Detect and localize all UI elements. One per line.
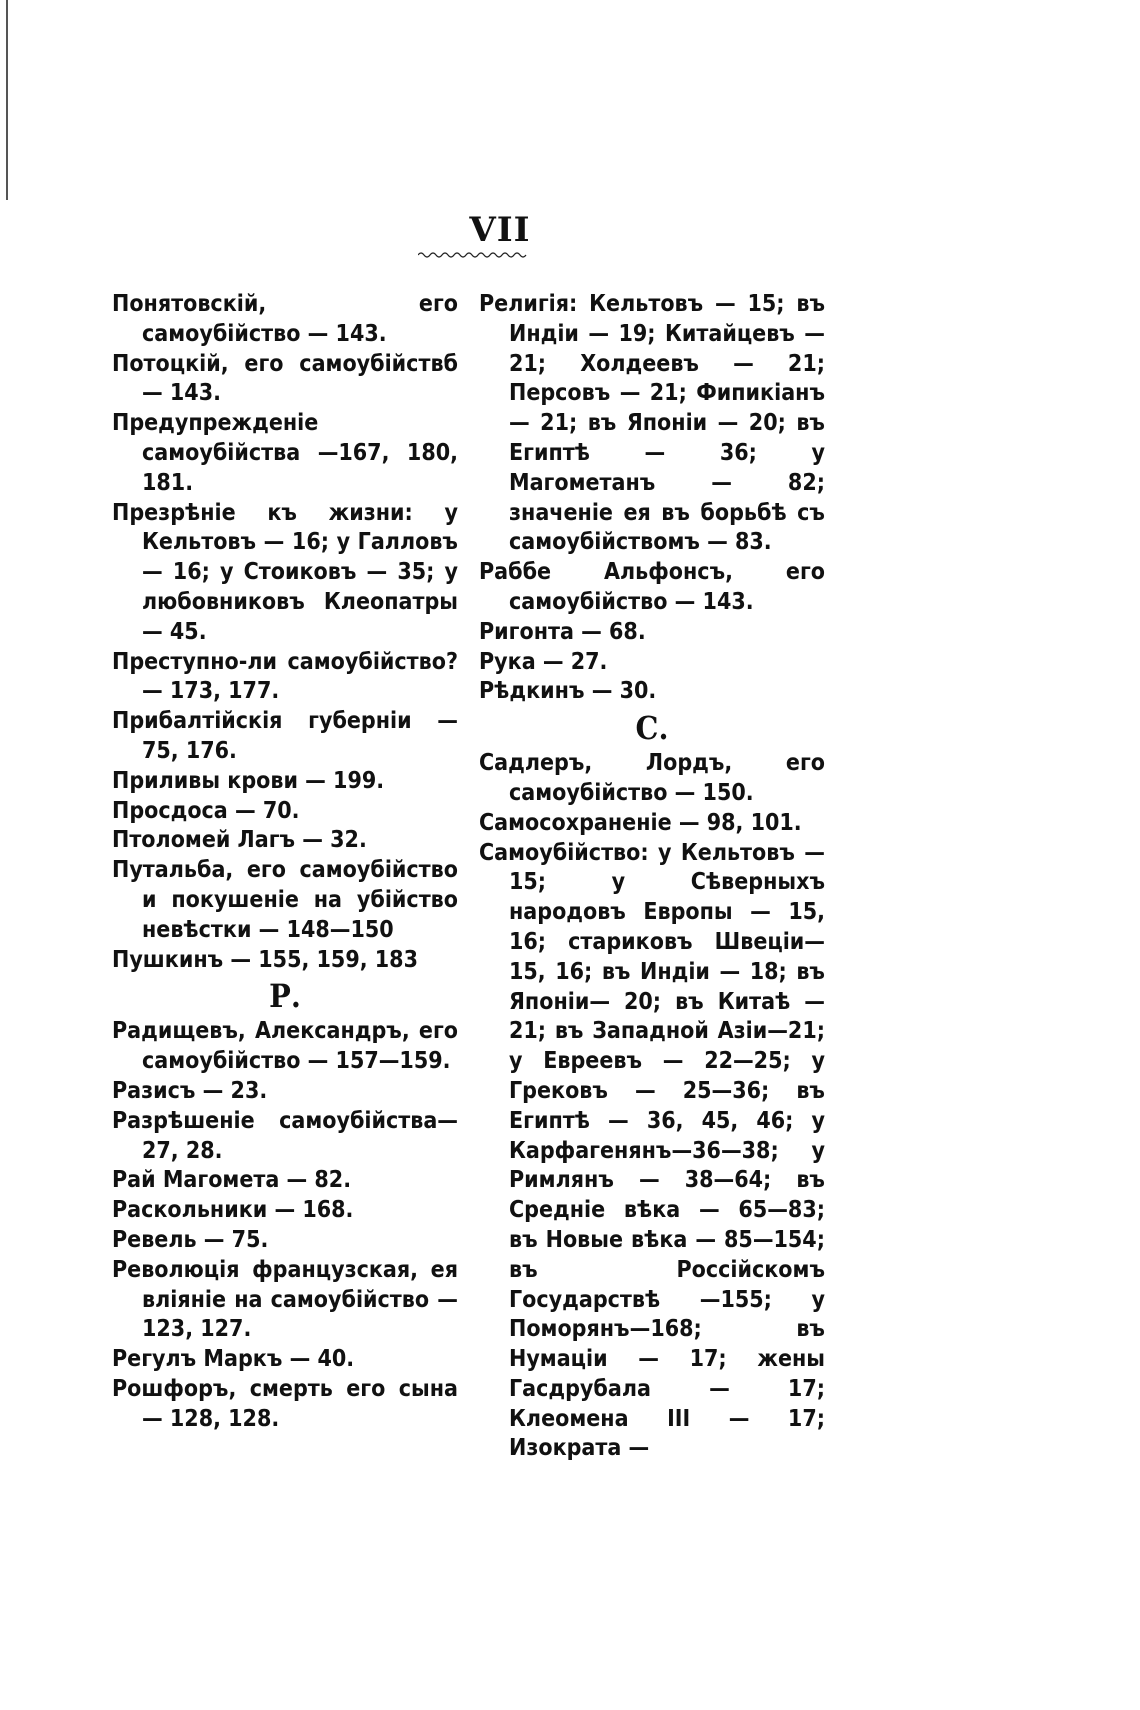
index-entry: Разрѣшеніе самоубійства—27, 28. xyxy=(112,1107,458,1164)
index-entry: Рошфоръ, смерть его сына — 128, 128. xyxy=(112,1375,458,1432)
index-entry: Ригонта — 68. xyxy=(479,618,646,645)
index-entry: Презрѣніе къ жизни: у Кельтовъ — 16; у Галловъ — 16; у Стоиковъ — 35; у любовниковъ Клеопатры — 45. xyxy=(112,499,458,645)
index-entry: Рай Магомета — 82. xyxy=(112,1167,352,1194)
index-entry: Самоубійство: у Кельтовъ — 15; у Сѣверныхъ народовъ Европы — 15, 16; стариковъ Швеціи—15, 16; въ Индіи — 18; въ Японіи— 20; въ Китаѣ — 21; въ Западной Азіи—21; у Евреевъ — 22—25; у Грековъ — 25—36; въ Египтѣ — 36, 45, 46; у Карфагенянъ—36—38; у Римлянъ — 38—64; въ Средніе вѣка — 65—83; въ Новые вѣка — 85—154; въ Россійскомъ Государствѣ —155; у Поморянъ—168; въ Нумаціи — 17; жены Гасдрубала — 17; Клеомена III — 17; Изократа — xyxy=(479,839,825,1462)
index-entry: Потоцкій, его самоубійствб — 143. xyxy=(112,350,458,407)
index-entry: Радищевъ, Александръ, его самоубійство — 157—159. xyxy=(112,1018,458,1075)
index-column-right xyxy=(479,290,825,1464)
index-entry: Самосохраненіе — 98, 101. xyxy=(479,809,802,836)
section-letter: Р. xyxy=(269,977,301,1016)
index-entry: Преступно-ли самоубійство?— 173, 177. xyxy=(112,648,458,705)
index-entry: Просдоса — 70. xyxy=(112,797,300,824)
index-entry: Ревель — 75. xyxy=(112,1226,269,1253)
index-entry: Раскольники — 168. xyxy=(112,1197,354,1224)
index-entry: Разисъ — 23. xyxy=(112,1077,268,1104)
index-entry: Путальба, его самоубійство и покушеніе на убійство невѣстки — 148—150 xyxy=(112,857,458,943)
ornament-divider xyxy=(418,250,528,260)
index-entry: Рѣдкинъ — 30. xyxy=(479,678,657,705)
index-entry: Предупрежденіе самоубійства —167, 180, 181. xyxy=(112,410,458,496)
index-entry: Прибалтійскія губерніи — 75, 176. xyxy=(112,708,458,764)
index-column-left xyxy=(112,290,458,1434)
index-entry: Регулъ Маркъ — 40. xyxy=(112,1346,355,1373)
index-entry: Раббе Альфонсъ, его самоубійство — 143. xyxy=(479,559,825,615)
index-entry: Религія: Кельтовъ — 15; въ Индіи — 19; Китайцевъ — 21; Холдеевъ — 21; Персовъ — 21; Фипикіанъ — 21; въ Японіи — 20; въ Египтѣ — 36; у Магометанъ — 82; значеніе ея въ борьбѣ съ самоубійствомъ — 83. xyxy=(479,291,825,556)
index-entry: Приливы крови — 199. xyxy=(112,767,385,794)
page-number: VII xyxy=(469,210,531,250)
index-entry: Революція французская, ея вліяніе на самоубійство — 123, 127. xyxy=(112,1256,458,1343)
index-entry: Рука — 27. xyxy=(479,648,608,675)
index-entry: Пушкинъ — 155, 159, 183 xyxy=(112,946,418,973)
page-edge-line xyxy=(6,0,8,200)
index-entry: Понятовскій, его самоубійство — 143. xyxy=(112,291,458,347)
index-entry: Птоломей Лагъ — 32. xyxy=(112,827,367,854)
section-letter: С. xyxy=(635,709,669,748)
index-entry: Садлеръ, Лордъ, его самоубійство — 150. xyxy=(479,750,825,806)
